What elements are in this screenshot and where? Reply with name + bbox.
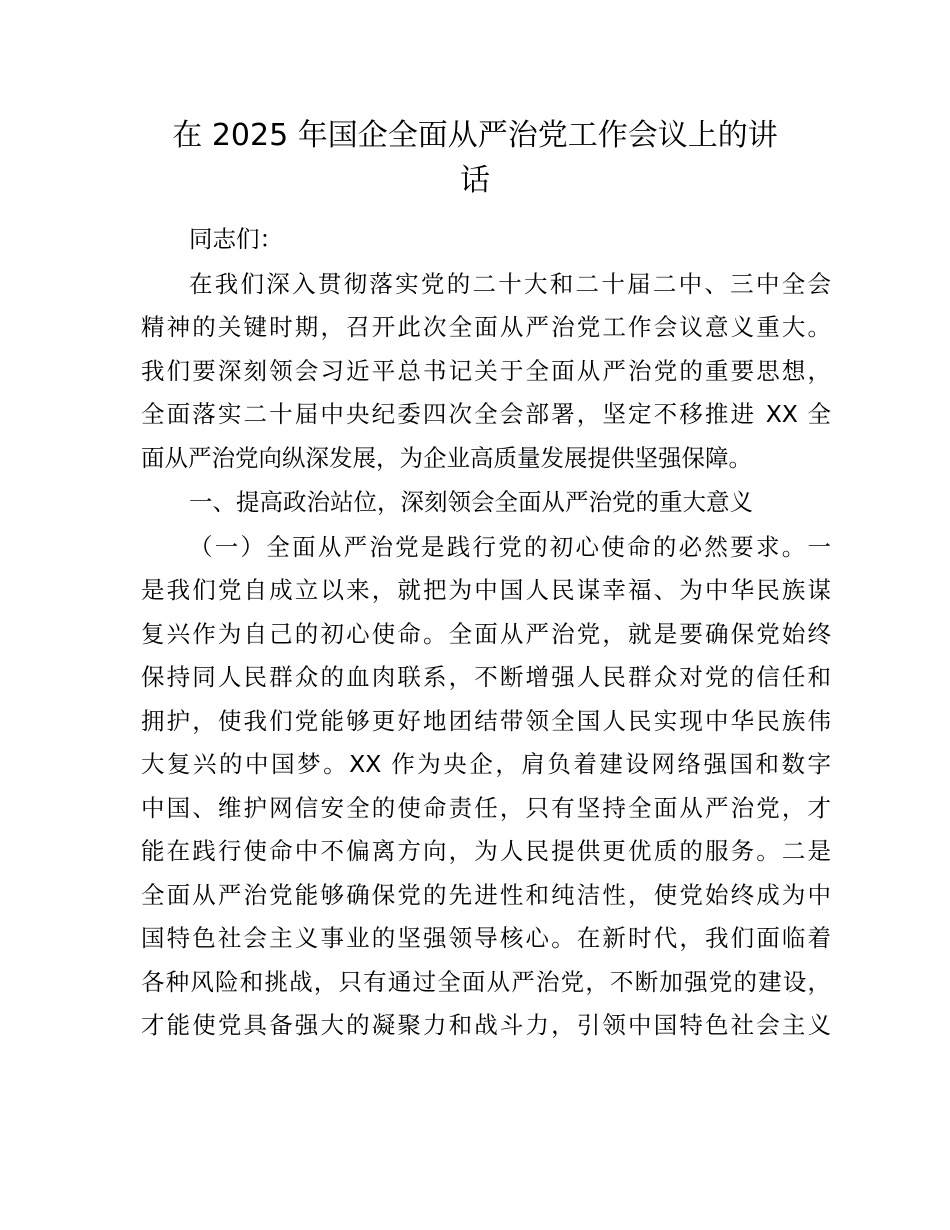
document-body (141, 218, 831, 1048)
paragraph-line: 全面落实二十届中央纪委四次全会部署，坚定不移推进 XX 全 (141, 400, 831, 428)
paragraph-line: 我们要深刻领会习近平总书记关于全面从严治党的重要思想， (141, 356, 831, 385)
title-line-1: 在 2025 年国企全面从严治党工作会议上的讲 (172, 118, 778, 153)
subsection-paragraph (141, 526, 831, 1048)
paragraph-line: 全面从严治党能够确保党的先进性和纯洁性，使党始终成为中 (141, 880, 831, 909)
paragraph-line: 精神的关键时期，召开此次全面从严治党工作会议意义重大。 (141, 313, 831, 341)
paragraph-line: 是我们党自成立以来，就把为中国人民谋幸福、为中华民族谋 (141, 576, 831, 604)
paragraph-line: 复兴作为自己的初心使命。全面从严治党，就是要确保党始终 (141, 619, 831, 648)
paragraph-line: 保持同人民群众的血肉联系，不断增强人民群众对党的信任和 (141, 663, 831, 691)
title-line-2: 话 (460, 163, 490, 198)
paragraph-line: 国特色社会主义事业的坚强领导核心。在新时代，我们面临着 (141, 924, 831, 952)
paragraph-line: 中国、维护网信安全的使命责任，只有坚持全面从严治党，才 (141, 793, 831, 822)
paragraph-line: 各种风险和挑战，只有通过全面从严治党，不断加强党的建设， (141, 967, 831, 996)
paragraph-line: （一）全面从严治党是践行党的初心使命的必然要求。一 (189, 532, 831, 561)
document-title (140, 113, 810, 203)
paragraph-line: 大复兴的中国梦。XX 作为央企，肩负着建设网络强国和数字 (141, 750, 831, 778)
section-heading: 一、提高政治站位，深刻领会全面从严治党的重大意义 (189, 488, 753, 516)
paragraph-line: 拥护，使我们党能够更好地团结带领全国人民实现中华民族伟 (141, 706, 831, 735)
paragraph-line: 能在践行使命中不偏离方向，为人民提供更优质的服务。二是 (141, 837, 831, 865)
paragraph-line: 面从严治党向纵深发展，为企业高质量发展提供坚强保障。 (141, 443, 752, 472)
intro-paragraph (141, 263, 831, 481)
paragraph-line: 在我们深入贯彻落实党的二十大和二十届二中、三中全会 (189, 269, 831, 298)
paragraph-line: 才能使党具备强大的凝聚力和战斗力，引领中国特色社会主义 (141, 1011, 831, 1039)
salutation: 同志们： (189, 225, 283, 253)
